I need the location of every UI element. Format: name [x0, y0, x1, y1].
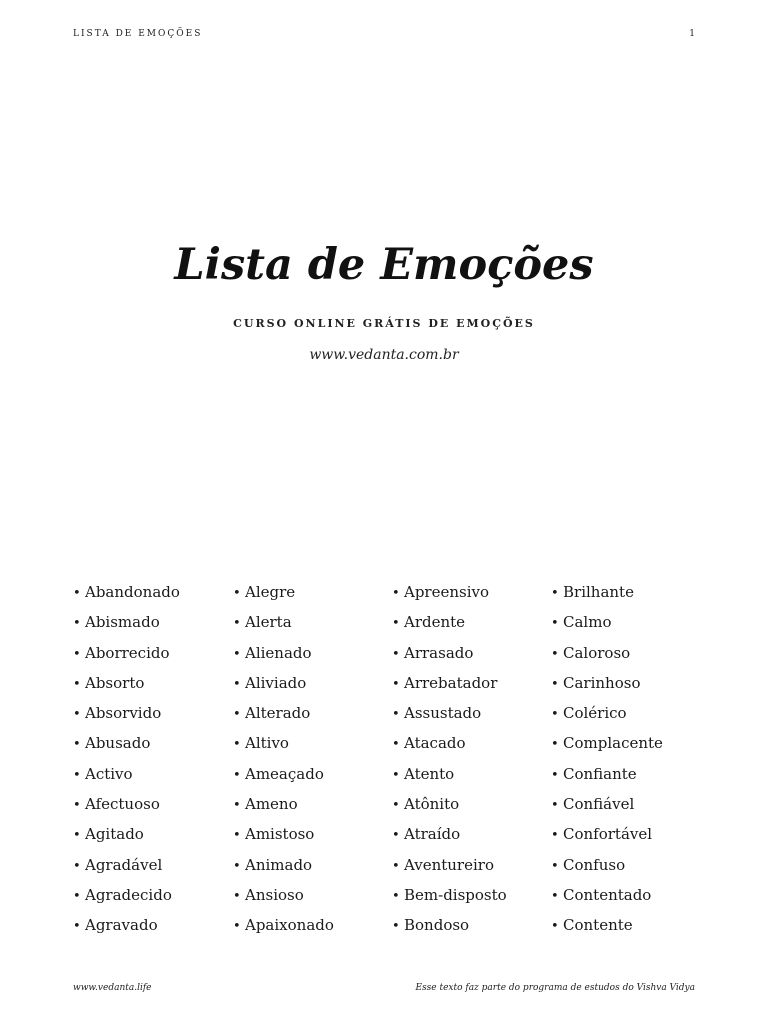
emotion-word-item — [233, 855, 393, 885]
emotion-word-item — [392, 582, 552, 612]
page-footer — [73, 983, 695, 993]
bullet-icon: • — [551, 616, 559, 632]
emotion-word: Absorvido — [85, 704, 162, 723]
emotion-word-item — [73, 885, 233, 915]
emotion-word: Altivo — [245, 734, 289, 753]
emotion-word-item — [392, 612, 552, 642]
emotion-word: Aliviado — [245, 673, 307, 692]
emotion-word: Ameaçado — [245, 764, 324, 783]
bullet-icon: • — [233, 767, 241, 783]
footer-note: Esse texto faz parte do programa de estudos do Vishva Vidya — [415, 983, 695, 993]
emotion-word-item — [392, 885, 552, 915]
emotion-word-item — [73, 855, 233, 885]
bullet-icon: • — [392, 828, 400, 844]
emotion-word-item — [392, 915, 552, 945]
bullet-icon: • — [551, 888, 559, 904]
bullet-icon: • — [551, 586, 559, 601]
bullet-icon: • — [551, 767, 559, 783]
emotion-word: Alegre — [245, 583, 296, 601]
emotion-word-item — [551, 643, 711, 673]
emotion-word: Arrasado — [404, 643, 474, 662]
bullet-icon: • — [392, 676, 400, 692]
emotion-word-item — [551, 915, 711, 945]
emotion-word: Confiante — [563, 764, 637, 783]
emotion-word-item — [233, 764, 393, 794]
emotion-word: Agradecido — [85, 885, 172, 904]
emotion-word: Amistoso — [245, 825, 315, 844]
bullet-icon: • — [73, 707, 81, 723]
emotion-word-list — [73, 582, 713, 952]
emotion-word-item — [233, 885, 393, 915]
emotion-word-item — [233, 794, 393, 824]
emotion-word-item — [233, 673, 393, 703]
emotion-word-item — [233, 703, 393, 733]
bullet-icon: • — [73, 676, 81, 692]
emotion-word-item — [73, 764, 233, 794]
emotion-word: Atônito — [404, 795, 460, 814]
emotion-word: Atraído — [404, 825, 461, 844]
emotion-word: Abismado — [85, 613, 160, 632]
emotion-word: Apreensivo — [404, 583, 490, 601]
bullet-icon: • — [551, 707, 559, 723]
emotion-word-item — [392, 703, 552, 733]
emotion-word-item — [73, 643, 233, 673]
emotion-word-item — [73, 673, 233, 703]
emotion-word-item — [73, 582, 233, 612]
page-number: 1 — [689, 29, 695, 39]
emotion-word: Complacente — [563, 734, 663, 753]
bullet-icon: • — [551, 646, 559, 662]
emotion-word-item — [233, 643, 393, 673]
emotion-word: Activo — [85, 764, 133, 783]
emotion-word-item — [551, 582, 711, 612]
bullet-icon: • — [392, 888, 400, 904]
emotion-word-item — [233, 582, 393, 612]
emotion-word-item — [233, 824, 393, 854]
bullet-icon: • — [551, 798, 559, 814]
emotion-word: Afectuoso — [85, 795, 160, 814]
website-url: www.vedanta.com.br — [309, 347, 459, 363]
bullet-icon: • — [551, 919, 559, 935]
word-column — [73, 582, 233, 946]
bullet-icon: • — [73, 616, 81, 632]
emotion-word-item — [392, 855, 552, 885]
emotion-word-item — [551, 824, 711, 854]
emotion-word-item — [392, 733, 552, 763]
emotion-word: Colérico — [563, 704, 627, 723]
emotion-word: Bem-disposto — [404, 885, 507, 904]
bullet-icon: • — [233, 798, 241, 814]
bullet-icon: • — [392, 767, 400, 783]
emotion-word: Ardente — [404, 613, 466, 632]
bullet-icon: • — [392, 707, 400, 723]
footer-url: www.vedanta.life — [73, 983, 152, 993]
bullet-icon: • — [73, 858, 81, 874]
bullet-icon: • — [233, 646, 241, 662]
bullet-icon: • — [233, 616, 241, 632]
emotion-word: Confuso — [563, 855, 626, 874]
emotion-word-item — [392, 764, 552, 794]
emotion-word: Abusado — [85, 734, 151, 753]
emotion-word: Ansioso — [245, 885, 304, 904]
emotion-word-item — [392, 824, 552, 854]
bullet-icon: • — [233, 586, 241, 601]
emotion-word: Alerta — [245, 613, 292, 632]
bullet-icon: • — [392, 586, 400, 601]
word-column — [233, 582, 393, 946]
bullet-icon: • — [392, 798, 400, 814]
emotion-word: Calmo — [563, 613, 612, 632]
emotion-word-item — [551, 855, 711, 885]
emotion-word-item — [73, 794, 233, 824]
emotion-word-item — [551, 703, 711, 733]
bullet-icon: • — [233, 676, 241, 692]
bullet-icon: • — [551, 676, 559, 692]
emotion-word: Animado — [245, 855, 313, 874]
emotion-word: Brilhante — [563, 583, 634, 601]
emotion-word: Confortável — [563, 825, 653, 844]
bullet-icon: • — [233, 888, 241, 904]
emotion-word: Alienado — [245, 643, 312, 662]
emotion-word-item — [551, 764, 711, 794]
emotion-word-item — [551, 885, 711, 915]
emotion-word-item — [392, 794, 552, 824]
bullet-icon: • — [392, 737, 400, 753]
bullet-icon: • — [551, 737, 559, 753]
emotion-word: Caloroso — [563, 643, 631, 662]
emotion-word-item — [73, 703, 233, 733]
emotion-word: Bondoso — [404, 916, 470, 935]
emotion-word: Contentado — [563, 885, 652, 904]
emotion-word-item — [73, 612, 233, 642]
emotion-word-item — [551, 794, 711, 824]
emotion-word: Ameno — [245, 795, 298, 814]
emotion-word-item — [233, 915, 393, 945]
bullet-icon: • — [392, 616, 400, 632]
running-header — [73, 29, 695, 39]
emotion-word: Contente — [563, 916, 633, 935]
bullet-icon: • — [392, 646, 400, 662]
emotion-word: Atacado — [404, 734, 466, 753]
emotion-word-item — [392, 673, 552, 703]
bullet-icon: • — [233, 828, 241, 844]
emotion-word-item — [233, 733, 393, 763]
emotion-word-item — [73, 915, 233, 945]
emotion-word: Assustado — [404, 704, 482, 723]
emotion-word: Agitado — [85, 825, 144, 844]
emotion-word-item — [73, 824, 233, 854]
emotion-word: Arrebatador — [404, 673, 498, 692]
emotion-word: Carinhoso — [563, 673, 641, 692]
bullet-icon: • — [392, 858, 400, 874]
bullet-icon: • — [73, 737, 81, 753]
emotion-word: Aventureiro — [404, 855, 494, 874]
bullet-icon: • — [233, 919, 241, 935]
emotion-word: Alterado — [245, 704, 311, 723]
bullet-icon: • — [233, 737, 241, 753]
running-title: LISTA DE EMOÇÕES — [73, 29, 203, 39]
emotion-word: Abandonado — [85, 583, 180, 601]
emotion-word-item — [233, 612, 393, 642]
emotion-word: Atento — [404, 764, 455, 783]
bullet-icon: • — [73, 646, 81, 662]
emotion-word-item — [73, 733, 233, 763]
emotion-word: Apaixonado — [245, 916, 334, 935]
bullet-icon: • — [233, 858, 241, 874]
emotion-word: Agravado — [85, 916, 158, 935]
document-subtitle: CURSO ONLINE GRÁTIS DE EMOÇÕES — [233, 317, 535, 330]
emotion-word: Confiável — [563, 795, 635, 814]
bullet-icon: • — [73, 798, 81, 814]
bullet-icon: • — [73, 828, 81, 844]
emotion-word-item — [551, 673, 711, 703]
word-column — [551, 582, 711, 946]
emotion-word: Agradável — [85, 855, 163, 874]
bullet-icon: • — [73, 767, 81, 783]
bullet-icon: • — [73, 919, 81, 935]
bullet-icon: • — [551, 858, 559, 874]
emotion-word-item — [551, 612, 711, 642]
bullet-icon: • — [551, 828, 559, 844]
emotion-word-item — [551, 733, 711, 763]
bullet-icon: • — [392, 919, 400, 935]
bullet-icon: • — [73, 586, 81, 601]
emotion-word: Aborrecido — [85, 643, 170, 662]
emotion-word-item — [392, 643, 552, 673]
bullet-icon: • — [73, 888, 81, 904]
word-column — [392, 582, 552, 946]
bullet-icon: • — [233, 707, 241, 723]
emotion-word: Absorto — [85, 673, 145, 692]
document-title: Lista de Emoções — [174, 240, 594, 290]
